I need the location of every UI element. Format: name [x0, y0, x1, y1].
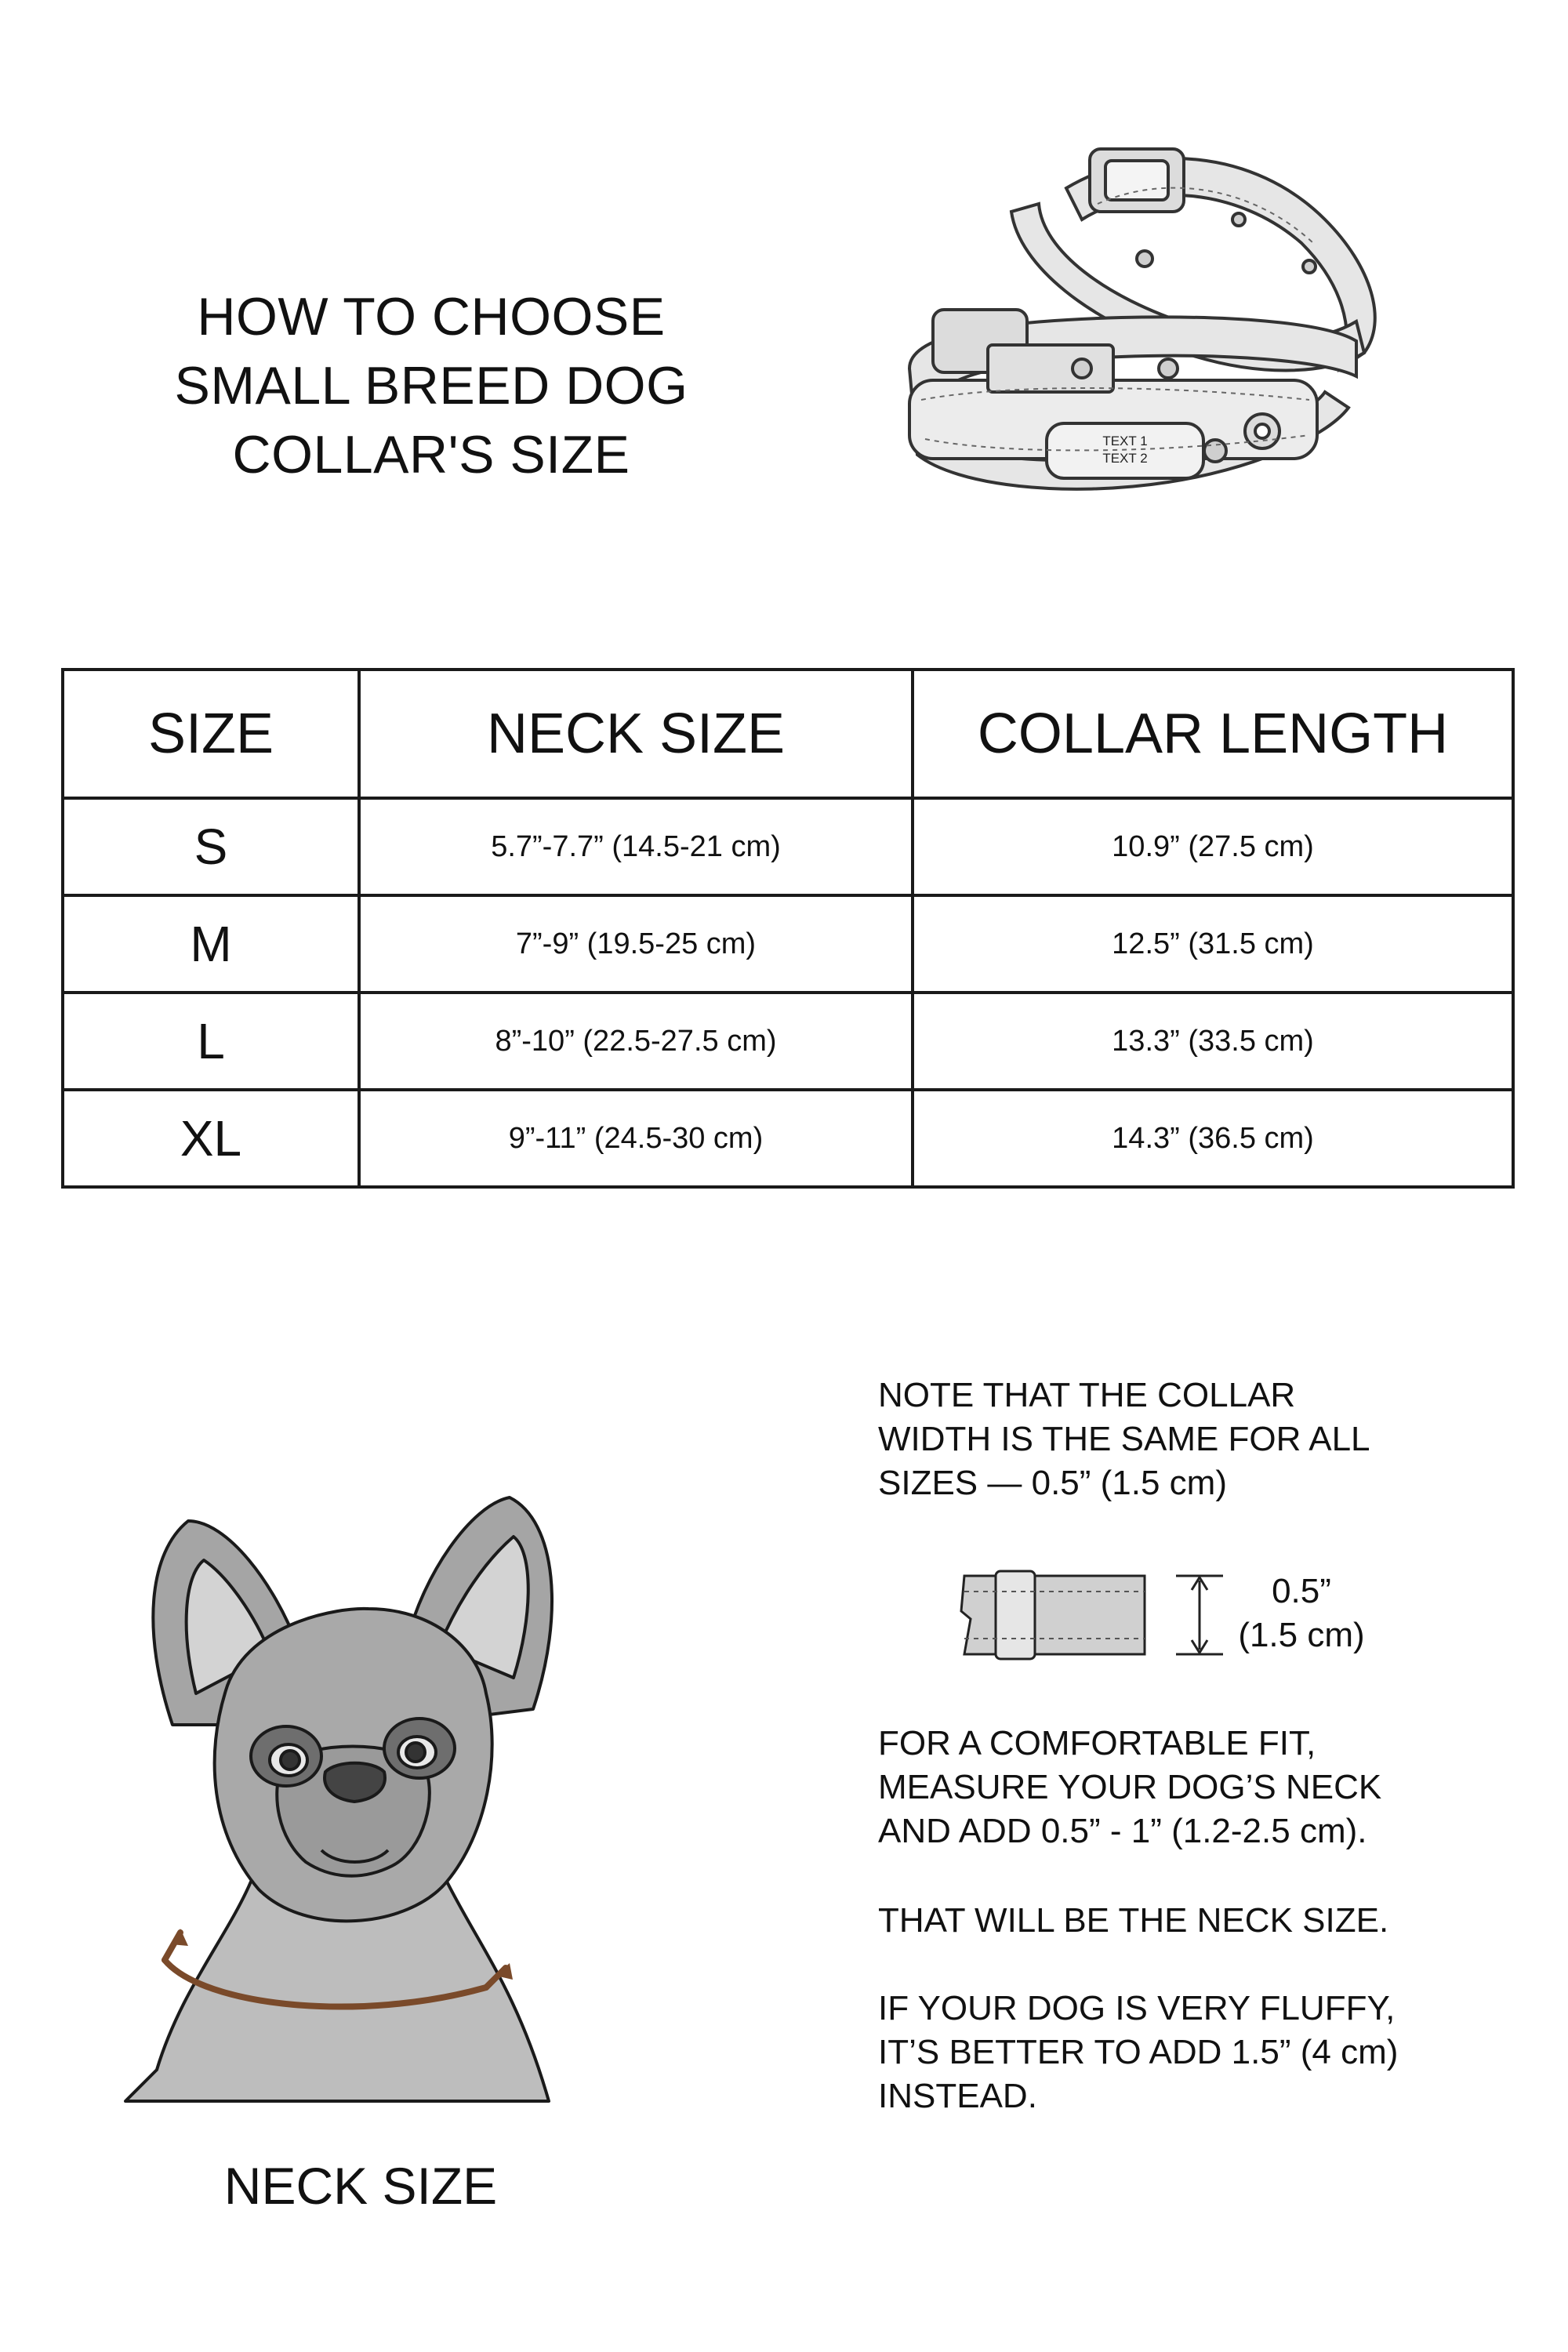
header-neck-size: NECK SIZE	[359, 670, 913, 798]
note-line: SIZES — 0.5” (1.5 cm)	[878, 1464, 1227, 1502]
collar-width-label	[1223, 1570, 1380, 1657]
length-cell: 14.3” (36.5 cm)	[913, 1090, 1513, 1187]
size-cell: L	[63, 993, 359, 1090]
collar-tag-text-2: TEXT 2	[1102, 451, 1148, 466]
neck-cell: 5.7”-7.7” (14.5-21 cm)	[359, 798, 913, 895]
length-cell: 10.9” (27.5 cm)	[913, 798, 1513, 895]
size-chart-table	[61, 668, 1515, 1189]
table-row	[63, 993, 1513, 1090]
size-cell: XL	[63, 1090, 359, 1187]
table-row	[63, 895, 1513, 993]
note-line: WIDTH IS THE SAME FOR ALL	[878, 1420, 1370, 1458]
length-cell: 13.3” (33.5 cm)	[913, 993, 1513, 1090]
note-line: MEASURE YOUR DOG’S NECK	[878, 1768, 1382, 1806]
note-line: INSTEAD.	[878, 2077, 1037, 2115]
note-line: IT’S BETTER TO ADD 1.5” (4 cm)	[878, 2033, 1399, 2071]
dog-head-illustration	[110, 1427, 580, 2109]
collar-width-note	[878, 1374, 1521, 1505]
title-line-1: HOW TO CHOOSE	[197, 287, 666, 347]
header-collar-length: COLLAR LENGTH	[913, 670, 1513, 798]
table-row	[63, 1090, 1513, 1187]
neck-cell: 8”-10” (22.5-27.5 cm)	[359, 993, 913, 1090]
comfortable-fit-note	[878, 1722, 1521, 1853]
note-line: FOR A COMFORTABLE FIT,	[878, 1724, 1316, 1762]
neck-size-caption: NECK SIZE	[223, 2157, 498, 2215]
note-line: AND ADD 0.5” - 1” (1.2-2.5 cm).	[878, 1812, 1367, 1850]
note-line: NOTE THAT THE COLLAR	[878, 1376, 1296, 1414]
header-size: SIZE	[63, 670, 359, 798]
size-cell: S	[63, 798, 359, 895]
size-cell: M	[63, 895, 359, 993]
note-line: THAT WILL BE THE NECK SIZE.	[878, 1901, 1389, 1940]
neck-cell: 9”-11” (24.5-30 cm)	[359, 1090, 913, 1187]
fluffy-dog-note	[878, 1987, 1521, 2118]
table-row	[63, 798, 1513, 895]
title-line-3: COLLAR'S SIZE	[232, 425, 630, 485]
width-inch: 0.5”	[1272, 1572, 1331, 1610]
note-line: IF YOUR DOG IS VERY FLUFFY,	[878, 1989, 1396, 2027]
page-title	[118, 282, 745, 489]
collar-tag-text-1: TEXT 1	[1102, 434, 1148, 448]
table-header-row	[63, 670, 1513, 798]
neck-size-note	[878, 1899, 1521, 1943]
width-cm: (1.5 cm)	[1238, 1616, 1365, 1654]
title-line-2: SMALL BREED DOG	[174, 356, 688, 416]
collar-width-diagram	[949, 1560, 1247, 1670]
length-cell: 12.5” (31.5 cm)	[913, 895, 1513, 993]
neck-cell: 7”-9” (19.5-25 cm)	[359, 895, 913, 993]
collar-illustration	[886, 118, 1411, 510]
